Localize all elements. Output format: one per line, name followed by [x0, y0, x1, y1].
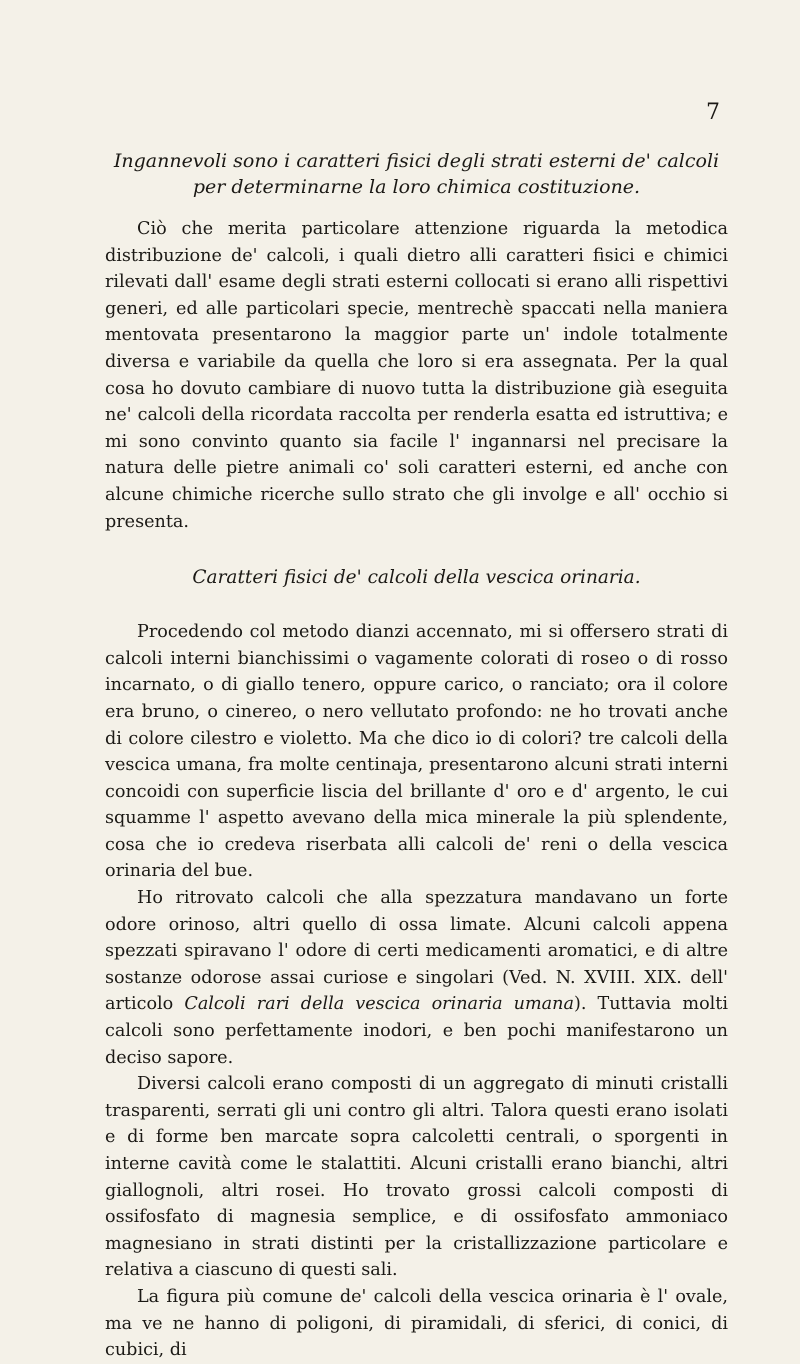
paragraph-2: Procedendo col metodo dianzi accennato, mi si offersero strati di calcoli interni bianchissimi o vagamente colorati di roseo o di rosso incarnato, o di giallo tenero, oppure carico, o ranciato; ora il colore era bruno, o cinereo, o nero vellutato profondo: ne ho trovati anche di colore cilestro e violetto. Ma che dico io di colori? tre calcoli della vescica umana, fra molte centinaja, presentarono alcuni strati interni concoidi con superficie liscia del brillante d' oro e d' argento, le cui squamme l' aspetto avevano della mica minerale la più splendente, cosa che io credeva riserbata alli calcoli de' reni o della vescica orinaria del bue.	[105, 622, 728, 882]
paragraph-1: Ciò che merita particolare attenzione riguarda la metodica distribuzione de' calcoli, i quali dietro alli caratteri fisici e chimici rilevati dall' esame degli strati esterni collocati si erano alli rispettivi generi, ed alle particolari specie, mentrechè spaccati nella maniera mentovata presentarono la maggior parte un' indole totalmente diversa e variabile da quella che loro si era assegnata. Per la qual cosa ho dovuto cambiare di nuovo tutta la distribuzione già eseguita ne' calcoli della ricordata raccolta per renderla esatta ed istruttiva; e mi sono convinto quanto sia facile l' ingannarsi nel precisare la natura delle pietre animali co' soli caratteri esterni, ed anche con alcune chimiche ricerche sullo strato che gli involge e all' occhio si presenta.	[105, 219, 728, 532]
paragraph-3-text-after: ). Tuttavia molti calcoli sono perfettamente inodori, e ben pochi manifestarono un deciso sapore.	[105, 994, 728, 1068]
paragraph-5: La figura più comune de' calcoli della vescica orinaria è l' ovale, ma ve ne hanno di poligoni, di piramidali, di sferici, di conici, di cubici, di	[105, 1286, 728, 1361]
paragraph-3-text-before: Ho ritrovato calcoli che alla spezzatura mandavano un forte odore orinoso, altri quello di ossa limate. Alcuni calcoli appena spezzati spiravano l' odore di certi medicamenti aromatici, e di altre sostanze odorose assai curiose e singolari (Ved. N. XVIII. XIX. dell' articolo	[105, 888, 728, 1015]
paragraph-4: Diversi calcoli erano composti di un aggregato di minuti cristalli trasparenti, serrati gli uni contro gli altri. Talora questi erano isolati e di forme ben marcate sopra calcoletti centrali, o sporgenti in interne cavità come le stalattiti. Alcuni cristalli erano bianchi, altri giallognoli, altri rosei. Ho trovato grossi calcoli composti di ossifosfato di magnesia semplice, e di ossifosfato ammoniaco magnesiano in strati distinti per la cristallizzazione particolare e relativa a ciascuno di questi sali.	[105, 1074, 728, 1281]
chapter-heading-line-2: per determinarne la loro chimica costituzione.	[192, 176, 641, 198]
section-title: Caratteri fisici de' calcoli della vescica orinaria.	[192, 567, 641, 589]
chapter-heading-line-1: Ingannevoli sono i caratteri fisici degli strati esterni de' calcoli	[113, 150, 720, 172]
page-number: 7	[706, 100, 720, 125]
article-reference: Calcoli rari della vescica orinaria umana	[184, 994, 574, 1015]
paragraph-3	[105, 885, 728, 1071]
